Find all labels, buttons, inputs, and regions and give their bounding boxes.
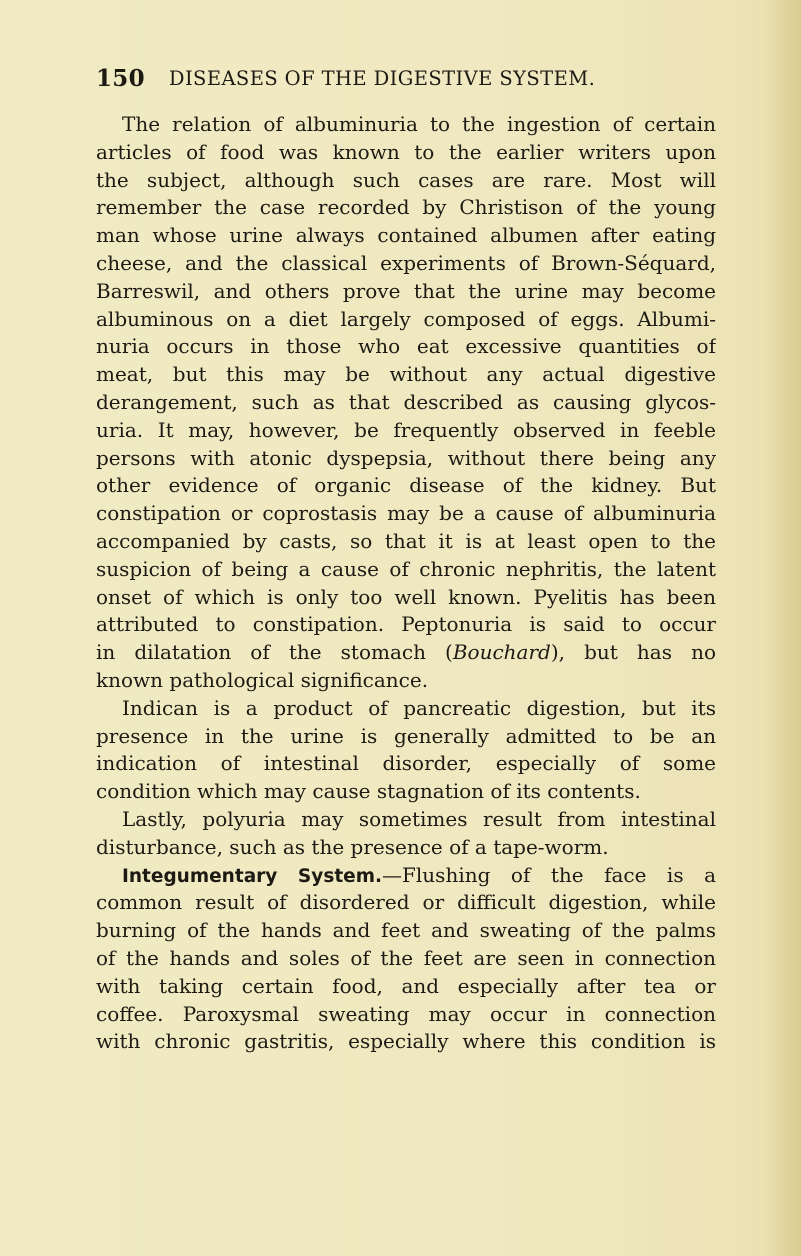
text-line: suspicion of being a cause of chronic nephritis, the latent — [96, 556, 716, 581]
text-line-sidehead — [96, 862, 716, 890]
text-line: uria. It may, however, be frequently observed in feeble — [96, 417, 716, 442]
text-line: the subject, although such cases are rare. Most will — [96, 167, 716, 192]
text-line: man whose urine always contained albumen after eating — [96, 223, 716, 248]
text-line: of the hands and soles of the feet are seen in connection — [96, 945, 716, 970]
text-line: accompanied by casts, so that it is at least open to the — [96, 528, 716, 553]
text-line: burning of the hands and feet and sweating of the palms — [96, 918, 716, 943]
text-line: articles of food was known to the earlier writers upon — [96, 139, 716, 164]
text-span: ), but has no — [550, 640, 716, 665]
text-line: indication of intestinal disorder, especially of some — [96, 751, 716, 776]
text-line: with taking certain food, and especially after tea or — [96, 973, 716, 998]
text-line: presence in the urine is generally admitted to be an — [96, 723, 716, 748]
running-title: DISEASES OF THE DIGESTIVE SYSTEM. — [168, 66, 596, 90]
text-line: nuria occurs in those who eat excessive quantities of — [96, 334, 716, 359]
text-line: The relation of albuminuria to the ingestion of certain — [122, 112, 716, 136]
text-line: meat, but this may be without any actual digestive — [96, 362, 716, 387]
text-line: remember the case recorded by Christison of the young — [96, 195, 716, 220]
text-line: onset of which is only too well known. Pyelitis has been — [96, 584, 716, 609]
text-line: common result of disordered or difficult digestion, while — [96, 890, 716, 915]
text-line: Indican is a product of pancreatic digestion, but its — [122, 695, 716, 720]
text-line: known pathological significance. — [96, 667, 429, 692]
text-span: —Flushing of the face is a — [382, 862, 716, 887]
section-heading-integumentary: Integumentary System. — [122, 865, 383, 887]
text-line: derangement, such as that described as causing glycos- — [96, 389, 716, 414]
running-head — [96, 60, 716, 96]
text-line: persons with atonic dyspepsia, without there being any — [96, 445, 716, 470]
text-line: Barreswil, and others prove that the urine may become — [96, 278, 716, 303]
text-line: with chronic gastritis, especially where this condition is — [96, 1029, 716, 1054]
text-line: attributed to constipation. Peptonuria is said to occur — [96, 612, 716, 637]
text-line: disturbance, such as the presence of a tape-worm. — [96, 834, 609, 859]
text-line: other evidence of organic disease of the kidney. But — [96, 473, 716, 498]
text-line: condition which may cause stagnation of its contents. — [96, 779, 641, 804]
text-line-citation — [96, 639, 716, 667]
citation-bouchard: Bouchard — [452, 640, 551, 665]
text-line: albuminous on a diet largely composed of eggs. Albumi- — [96, 306, 716, 331]
text-line: cheese, and the classical experiments of Brown-Séquard, — [96, 250, 716, 275]
text-line: Lastly, polyuria may sometimes result from intestinal — [122, 806, 716, 831]
text-line: coffee. Paroxysmal sweating may occur in connection — [96, 1001, 716, 1026]
text-span: in dilatation of the stomach ( — [96, 640, 453, 665]
text-line: constipation or coprostasis may be a cause of albuminuria — [96, 501, 716, 526]
page-number: 150 — [96, 64, 145, 92]
body-text — [96, 111, 716, 1056]
